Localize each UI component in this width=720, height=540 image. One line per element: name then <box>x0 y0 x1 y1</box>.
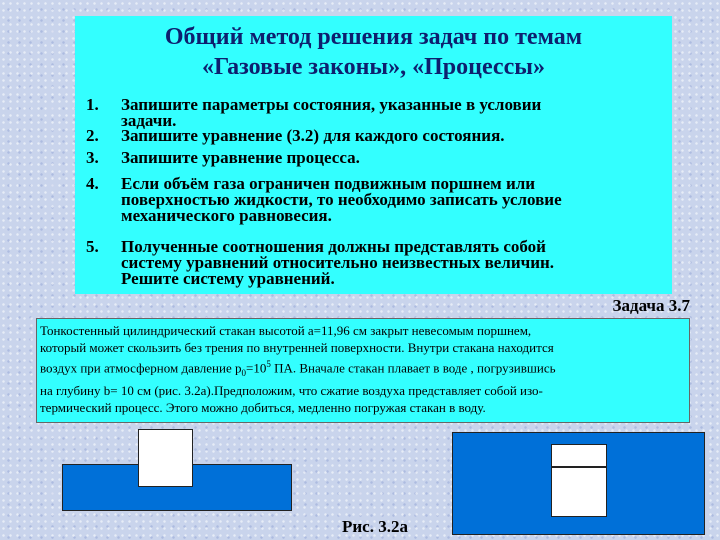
task-label: Задача 3.7 <box>612 296 690 315</box>
page-title <box>75 22 672 82</box>
problem-text-fragment: воздух при атмосферном давление p <box>40 360 242 376</box>
page-title-line-1: Общий метод решения задач по темам <box>164 24 583 50</box>
step-text-line: Решите систему уравнений. <box>121 269 335 288</box>
superscript: 5 <box>266 359 271 369</box>
problem-line: на глубину b= 10 см (рис. 3.2а).Предположим, что сжатие воздуха представляет собой изо- <box>40 382 543 398</box>
step-text-line: Полученные соотношения должны представлять собой <box>121 237 546 256</box>
problem-text <box>40 322 686 416</box>
step-text <box>121 150 666 166</box>
step-text-line: Если объём газа ограничен подвижным поршнем или <box>121 174 536 193</box>
step-number: 5. <box>86 237 99 256</box>
step-number: 3. <box>86 148 99 167</box>
glass-floating <box>138 429 193 487</box>
page-title-line-2: «Газовые законы», «Процессы» <box>202 54 545 80</box>
step-text-line: Запишите уравнение процесса. <box>121 148 360 167</box>
subscript: 0 <box>241 367 246 378</box>
step-number: 4. <box>86 174 99 193</box>
step-text-line: поверхностью жидкости, то необходимо записать условие <box>121 190 562 209</box>
problem-text-fragment: ПА. Вначале стакан плавает в воде , погрузившись <box>270 360 556 376</box>
glass-lower-section <box>551 467 607 517</box>
problem-statement-box <box>36 318 690 423</box>
problem-line: Тонкостенный цилиндрический стакан высотой a=11,96 см закрыт невесомым поршнем, <box>40 323 532 338</box>
figure-caption: Рис. 3.2а <box>342 517 408 536</box>
problem-text-fragment: =10 <box>246 360 267 376</box>
step-text-line: Запишите уравнение (3.2) для каждого состояния. <box>121 126 505 145</box>
step-text-line: Запишите параметры состояния, указанные в условии <box>121 95 542 114</box>
step-text <box>121 239 666 287</box>
step-text <box>121 176 666 224</box>
step-number: 2. <box>86 126 99 145</box>
steps-panel <box>75 94 672 294</box>
step-text-line: механического равновесия. <box>121 206 332 225</box>
problem-line: который может скользить без трения по внутренней поверхности. Внутри стакана находится <box>40 340 554 355</box>
title-panel <box>75 16 672 94</box>
step-number: 1. <box>86 95 99 114</box>
step-text-line: систему уравнений относительно неизвестных величин. <box>121 253 555 272</box>
problem-line: термический процесс. Этого можно добиться, медленно погружая стакан в воду. <box>40 399 486 415</box>
problem-line <box>40 356 686 382</box>
step-text <box>121 128 666 144</box>
glass-air-compressed <box>551 444 607 467</box>
step-text <box>121 97 666 129</box>
step-text-line: задачи. <box>121 111 177 130</box>
